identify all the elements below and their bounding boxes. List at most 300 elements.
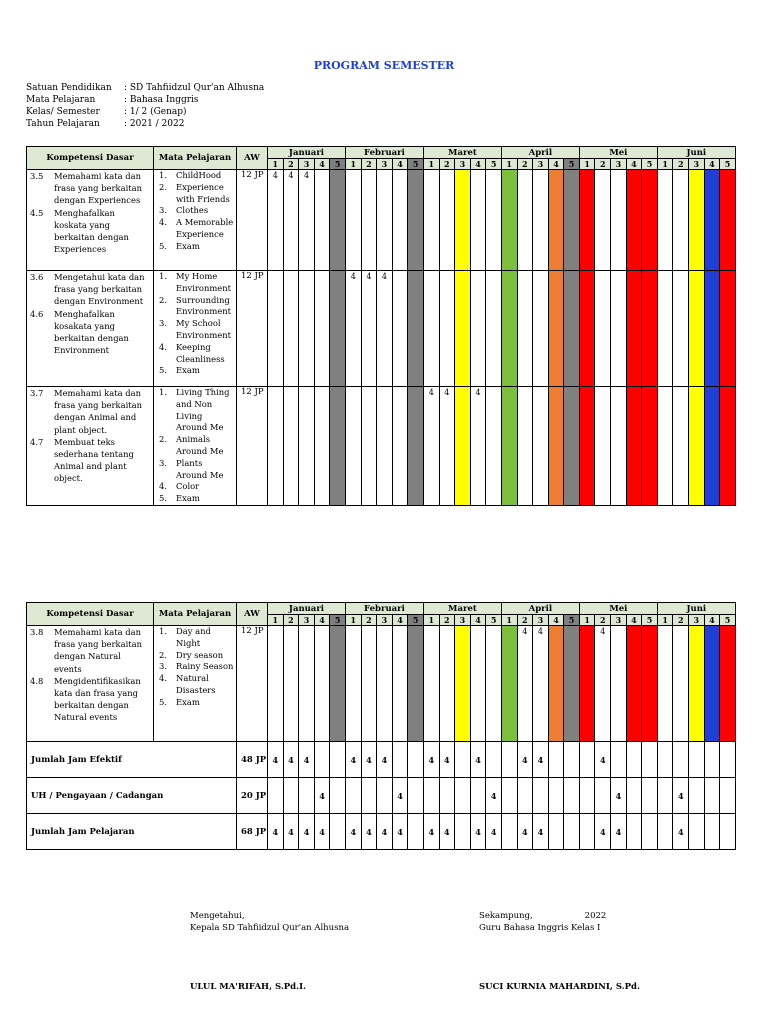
week-header: 4 xyxy=(470,615,486,626)
week-header: 4 xyxy=(470,159,486,170)
topic-item: 1. Day and Night xyxy=(159,626,211,648)
sig-right-line1 xyxy=(479,910,606,922)
week-cell xyxy=(486,170,502,271)
week-cell xyxy=(455,170,471,271)
week-cell xyxy=(455,387,471,506)
kd-item: 4.8 Mengidentifikasikan kata dan frasa yang berkaitan dengan Natural events xyxy=(30,675,141,723)
total-cell xyxy=(673,742,689,778)
week-cell xyxy=(486,387,502,506)
week-cell xyxy=(299,626,315,742)
total-label: Jumlah Jam Efektif xyxy=(27,742,237,778)
header-row-months xyxy=(27,147,736,159)
week-cell xyxy=(720,387,736,506)
week-cell xyxy=(720,626,736,742)
total-cell xyxy=(517,778,533,814)
topic-item: 2. Dry season xyxy=(159,649,224,660)
week-header: 3 xyxy=(611,615,627,626)
total-cell: 4 xyxy=(611,778,627,814)
table-row xyxy=(27,387,736,506)
total-cell xyxy=(564,814,580,850)
week-cell: 4 xyxy=(268,170,284,271)
topic-item: 2. Surrounding Environment xyxy=(159,294,232,317)
week-header: 4 xyxy=(314,615,330,626)
week-cell xyxy=(642,271,658,387)
table-row xyxy=(27,271,736,387)
week-header: 2 xyxy=(517,615,533,626)
week-cell: 4 xyxy=(439,387,455,506)
total-cell xyxy=(392,742,408,778)
week-cell: 4 xyxy=(533,626,549,742)
total-cell: 4 xyxy=(361,742,377,778)
week-header: 5 xyxy=(720,615,736,626)
week-cell xyxy=(720,170,736,271)
total-cell xyxy=(408,814,424,850)
week-cell xyxy=(283,387,299,506)
total-cell xyxy=(579,814,595,850)
week-cell xyxy=(455,626,471,742)
topic-item: 5. Exam xyxy=(159,365,200,376)
total-aw: 68 JP xyxy=(237,814,268,850)
topic-item: 4. Color xyxy=(159,481,200,492)
week-cell xyxy=(704,271,720,387)
total-cell xyxy=(689,742,705,778)
kd-item: 3.5 Memahami kata dan frasa yang berkaitan dengan Experiences xyxy=(30,171,143,206)
week-cell xyxy=(595,170,611,271)
week-cell xyxy=(704,387,720,506)
week-header: 5 xyxy=(720,159,736,170)
total-cell: 4 xyxy=(392,778,408,814)
week-header: 1 xyxy=(501,615,517,626)
week-cell xyxy=(377,387,393,506)
total-cell xyxy=(314,742,330,778)
topic-item: 3. My School Environment xyxy=(159,318,232,340)
topic-item: 5. Exam xyxy=(159,696,200,707)
week-cell xyxy=(689,271,705,387)
total-cell: 4 xyxy=(314,778,330,814)
kd-item: 3.8 Memahami kata dan frasa yang berkaitan dengan Natural events xyxy=(30,627,143,674)
info-row xyxy=(26,106,264,118)
week-cell xyxy=(299,271,315,387)
total-cell xyxy=(377,778,393,814)
total-cell xyxy=(455,814,471,850)
week-cell xyxy=(423,271,439,387)
week-cell xyxy=(283,626,299,742)
week-header: 2 xyxy=(361,615,377,626)
total-aw: 20 JP xyxy=(237,778,268,814)
week-cell xyxy=(408,626,424,742)
week-cell xyxy=(611,387,627,506)
week-cell: 4 xyxy=(517,626,533,742)
month-header: Juni xyxy=(657,603,735,615)
week-cell xyxy=(501,626,517,742)
total-cell xyxy=(689,814,705,850)
week-header: 4 xyxy=(626,615,642,626)
week-cell xyxy=(517,271,533,387)
week-cell xyxy=(268,271,284,387)
total-cell xyxy=(642,814,658,850)
week-header: 5 xyxy=(330,615,346,626)
total-cell xyxy=(408,778,424,814)
col-header-aw: AW xyxy=(237,147,268,170)
total-cell xyxy=(299,778,315,814)
week-cell xyxy=(611,271,627,387)
mata-pelajaran-cell xyxy=(154,170,237,271)
topic-item: 4. A Memorable Experience xyxy=(159,217,234,239)
week-cell xyxy=(626,626,642,742)
total-cell xyxy=(564,742,580,778)
week-cell xyxy=(657,170,673,271)
sig-left-line1: Mengetahui, xyxy=(190,911,245,921)
week-cell xyxy=(533,387,549,506)
total-cell xyxy=(704,778,720,814)
week-cell xyxy=(423,170,439,271)
total-cell xyxy=(268,778,284,814)
info-value: : 1/ 2 (Genap) xyxy=(124,107,187,117)
month-header: Februari xyxy=(345,603,423,615)
week-cell xyxy=(439,170,455,271)
week-cell xyxy=(361,626,377,742)
week-cell xyxy=(626,271,642,387)
week-header: 3 xyxy=(455,615,471,626)
topic-item: 2. Animals Around Me xyxy=(159,434,224,456)
signer-left-name: ULUL MA'RIFAH, S.Pd.I. xyxy=(190,982,307,992)
total-cell xyxy=(642,778,658,814)
week-header: 3 xyxy=(533,615,549,626)
topic-item: 5. Exam xyxy=(159,493,200,504)
week-cell xyxy=(642,626,658,742)
week-header: 2 xyxy=(595,159,611,170)
col-header-mata-pelajaran: Mata Pelajaran xyxy=(154,147,237,170)
week-header: 5 xyxy=(642,159,658,170)
week-cell: 4 xyxy=(361,271,377,387)
kd-item: 3.6 Mengetahui kata dan frasa yang berkaitan dengan Environment xyxy=(30,272,145,307)
total-cell xyxy=(361,778,377,814)
topic-item: 1. Living Thing and Non Living Around Me xyxy=(159,387,230,433)
info-row xyxy=(26,94,264,106)
sig-right-place: Sekampung, xyxy=(479,911,533,921)
week-header: 2 xyxy=(517,159,533,170)
total-cell xyxy=(455,778,471,814)
month-header: Maret xyxy=(423,603,501,615)
week-cell xyxy=(299,387,315,506)
week-cell xyxy=(564,626,580,742)
signature-left xyxy=(190,910,349,934)
total-cell xyxy=(501,814,517,850)
total-cell: 4 xyxy=(283,814,299,850)
week-header: 1 xyxy=(345,615,361,626)
month-header: Maret xyxy=(423,147,501,159)
week-header: 2 xyxy=(439,615,455,626)
week-cell xyxy=(283,271,299,387)
total-cell: 4 xyxy=(470,742,486,778)
month-header: April xyxy=(501,603,579,615)
week-header: 1 xyxy=(423,159,439,170)
week-cell xyxy=(673,170,689,271)
week-cell: 4 xyxy=(595,626,611,742)
total-cell xyxy=(720,778,736,814)
week-header: 2 xyxy=(283,159,299,170)
week-cell: 4 xyxy=(423,387,439,506)
week-cell: 4 xyxy=(283,170,299,271)
week-cell xyxy=(704,626,720,742)
week-cell xyxy=(657,626,673,742)
week-header: 4 xyxy=(626,159,642,170)
total-cell: 4 xyxy=(595,814,611,850)
signature-right xyxy=(479,910,606,934)
total-cell xyxy=(439,778,455,814)
week-header: 5 xyxy=(642,615,658,626)
table-row xyxy=(27,170,736,271)
total-cell xyxy=(704,814,720,850)
total-cell: 4 xyxy=(345,814,361,850)
week-cell xyxy=(579,626,595,742)
week-cell xyxy=(611,170,627,271)
total-cell: 4 xyxy=(439,742,455,778)
week-header: 5 xyxy=(408,615,424,626)
week-cell xyxy=(392,271,408,387)
week-header: 3 xyxy=(689,615,705,626)
week-header: 5 xyxy=(486,159,502,170)
week-cell xyxy=(501,271,517,387)
total-cell: 4 xyxy=(423,742,439,778)
total-cell xyxy=(470,778,486,814)
week-cell xyxy=(377,170,393,271)
week-cell xyxy=(392,387,408,506)
total-cell: 4 xyxy=(517,814,533,850)
topic-item: 5. Exam xyxy=(159,240,200,251)
total-row xyxy=(27,814,736,850)
week-header: 3 xyxy=(299,159,315,170)
week-header: 4 xyxy=(392,615,408,626)
total-cell: 4 xyxy=(439,814,455,850)
week-header: 4 xyxy=(314,159,330,170)
week-header: 1 xyxy=(501,159,517,170)
total-cell xyxy=(579,742,595,778)
total-cell xyxy=(533,778,549,814)
week-header: 5 xyxy=(408,159,424,170)
col-header-kompetensi: Kompetensi Dasar xyxy=(27,603,154,626)
total-cell xyxy=(704,742,720,778)
week-cell xyxy=(439,626,455,742)
week-cell xyxy=(377,626,393,742)
week-header: 3 xyxy=(377,615,393,626)
month-header: Januari xyxy=(268,147,346,159)
week-cell xyxy=(361,170,377,271)
week-cell xyxy=(455,271,471,387)
week-header: 5 xyxy=(564,159,580,170)
total-cell xyxy=(657,814,673,850)
total-cell xyxy=(579,778,595,814)
week-cell: 4 xyxy=(345,271,361,387)
week-header: 1 xyxy=(579,159,595,170)
week-cell xyxy=(408,170,424,271)
total-cell: 4 xyxy=(268,742,284,778)
week-cell xyxy=(642,387,658,506)
total-row xyxy=(27,778,736,814)
week-cell xyxy=(314,271,330,387)
week-header: 5 xyxy=(486,615,502,626)
info-label: Tahun Pelajaran xyxy=(26,119,100,129)
total-cell xyxy=(501,778,517,814)
kd-item: 3.7 Memahami kata dan frasa yang berkaitan dengan Animal and plant object. xyxy=(30,388,143,435)
week-cell xyxy=(314,626,330,742)
week-cell xyxy=(314,387,330,506)
week-cell xyxy=(268,387,284,506)
total-cell: 4 xyxy=(486,814,502,850)
topic-item: 1. My Home Environment xyxy=(159,271,232,293)
week-header: 4 xyxy=(704,159,720,170)
week-cell xyxy=(564,170,580,271)
week-header: 3 xyxy=(455,159,471,170)
week-cell xyxy=(330,170,346,271)
week-cell xyxy=(470,626,486,742)
week-cell xyxy=(642,170,658,271)
col-header-kompetensi: Kompetensi Dasar xyxy=(27,147,154,170)
total-cell xyxy=(626,742,642,778)
kompetensi-cell xyxy=(27,387,154,506)
page-title: PROGRAM SEMESTER xyxy=(313,59,455,72)
total-cell: 4 xyxy=(299,742,315,778)
week-cell xyxy=(704,170,720,271)
school-info xyxy=(26,82,264,130)
total-cell: 4 xyxy=(299,814,315,850)
week-header: 1 xyxy=(657,159,673,170)
week-cell xyxy=(486,271,502,387)
month-header: Juni xyxy=(657,147,735,159)
info-label: Satuan Pendidikan xyxy=(26,83,112,93)
kd-item: 4.6 Menghafalkan kosakata yang berkaitan dengan Environment xyxy=(30,308,129,356)
week-cell xyxy=(330,387,346,506)
kompetensi-cell xyxy=(27,271,154,387)
total-aw: 48 JP xyxy=(237,742,268,778)
week-header: 2 xyxy=(283,615,299,626)
week-cell xyxy=(720,271,736,387)
mata-pelajaran-cell xyxy=(154,387,237,506)
week-cell xyxy=(564,387,580,506)
semester-table-1 xyxy=(26,146,736,506)
week-cell xyxy=(689,626,705,742)
week-cell xyxy=(330,271,346,387)
week-cell xyxy=(657,271,673,387)
mata-pelajaran-cell xyxy=(154,626,237,742)
total-cell: 4 xyxy=(345,742,361,778)
week-header: 4 xyxy=(392,159,408,170)
kd-item: 4.5 Menghafalkan koskata yang berkaitan dengan Experiences xyxy=(30,207,129,255)
month-header: April xyxy=(501,147,579,159)
week-cell xyxy=(626,387,642,506)
week-cell xyxy=(268,626,284,742)
total-cell xyxy=(595,778,611,814)
total-cell: 4 xyxy=(673,778,689,814)
total-cell: 4 xyxy=(377,742,393,778)
col-header-mata-pelajaran: Mata Pelajaran xyxy=(154,603,237,626)
topic-item: 4. Keeping Cleanliness xyxy=(159,341,225,364)
total-cell: 4 xyxy=(268,814,284,850)
week-header: 3 xyxy=(611,159,627,170)
week-cell xyxy=(392,170,408,271)
week-header: 1 xyxy=(657,615,673,626)
kd-item: 4.7 Membuat teks sederhana tentang Animal and plant object. xyxy=(30,436,134,484)
week-cell xyxy=(345,626,361,742)
week-cell xyxy=(579,387,595,506)
week-cell xyxy=(439,271,455,387)
info-value: : 2021 / 2022 xyxy=(124,119,185,129)
total-cell: 4 xyxy=(595,742,611,778)
topic-item: 4. Natural Disasters xyxy=(159,673,216,695)
week-header: 2 xyxy=(673,615,689,626)
total-cell xyxy=(486,742,502,778)
topic-item: 3. Rainy Season xyxy=(159,661,234,672)
total-cell xyxy=(657,742,673,778)
week-cell: 4 xyxy=(470,387,486,506)
total-cell xyxy=(408,742,424,778)
total-cell xyxy=(330,742,346,778)
week-cell xyxy=(564,271,580,387)
week-header: 1 xyxy=(579,615,595,626)
week-cell xyxy=(595,387,611,506)
total-cell: 4 xyxy=(423,814,439,850)
total-label: UH / Pengayaan / Cadangan xyxy=(27,778,237,814)
total-cell xyxy=(626,778,642,814)
total-cell xyxy=(548,742,564,778)
info-label: Mata Pelajaran xyxy=(26,95,96,105)
week-header: 2 xyxy=(673,159,689,170)
week-cell xyxy=(673,271,689,387)
week-cell xyxy=(501,170,517,271)
topic-item: 3. Plants Around Me xyxy=(159,457,224,480)
total-cell xyxy=(689,778,705,814)
week-header: 3 xyxy=(533,159,549,170)
total-cell xyxy=(626,814,642,850)
total-cell: 4 xyxy=(533,742,549,778)
week-cell xyxy=(533,170,549,271)
topic-item: 2. Experience with Friends xyxy=(159,181,230,204)
week-cell xyxy=(470,170,486,271)
week-cell xyxy=(517,170,533,271)
week-header: 1 xyxy=(268,159,284,170)
info-row xyxy=(26,118,264,130)
info-row xyxy=(26,82,264,94)
signer-right-name: SUCI KURNIA MAHARDINI, S.Pd. xyxy=(479,982,640,992)
week-cell xyxy=(689,387,705,506)
total-cell xyxy=(657,778,673,814)
col-header-aw: AW xyxy=(237,603,268,626)
week-header: 5 xyxy=(564,615,580,626)
week-cell xyxy=(626,170,642,271)
week-header: 3 xyxy=(299,615,315,626)
total-cell xyxy=(548,778,564,814)
week-header: 1 xyxy=(423,615,439,626)
kompetensi-cell xyxy=(27,170,154,271)
total-cell xyxy=(564,778,580,814)
total-cell: 4 xyxy=(673,814,689,850)
week-cell xyxy=(548,387,564,506)
aw-cell: 12 JP xyxy=(237,170,268,271)
week-cell xyxy=(408,271,424,387)
week-cell xyxy=(423,626,439,742)
week-cell xyxy=(345,387,361,506)
month-header: Mei xyxy=(579,147,657,159)
aw-cell: 12 JP xyxy=(237,626,268,742)
week-header: 1 xyxy=(345,159,361,170)
total-cell: 4 xyxy=(283,742,299,778)
week-cell xyxy=(548,170,564,271)
week-cell xyxy=(673,387,689,506)
week-cell xyxy=(548,626,564,742)
month-header: Mei xyxy=(579,603,657,615)
month-header: Januari xyxy=(268,603,346,615)
week-cell xyxy=(611,626,627,742)
